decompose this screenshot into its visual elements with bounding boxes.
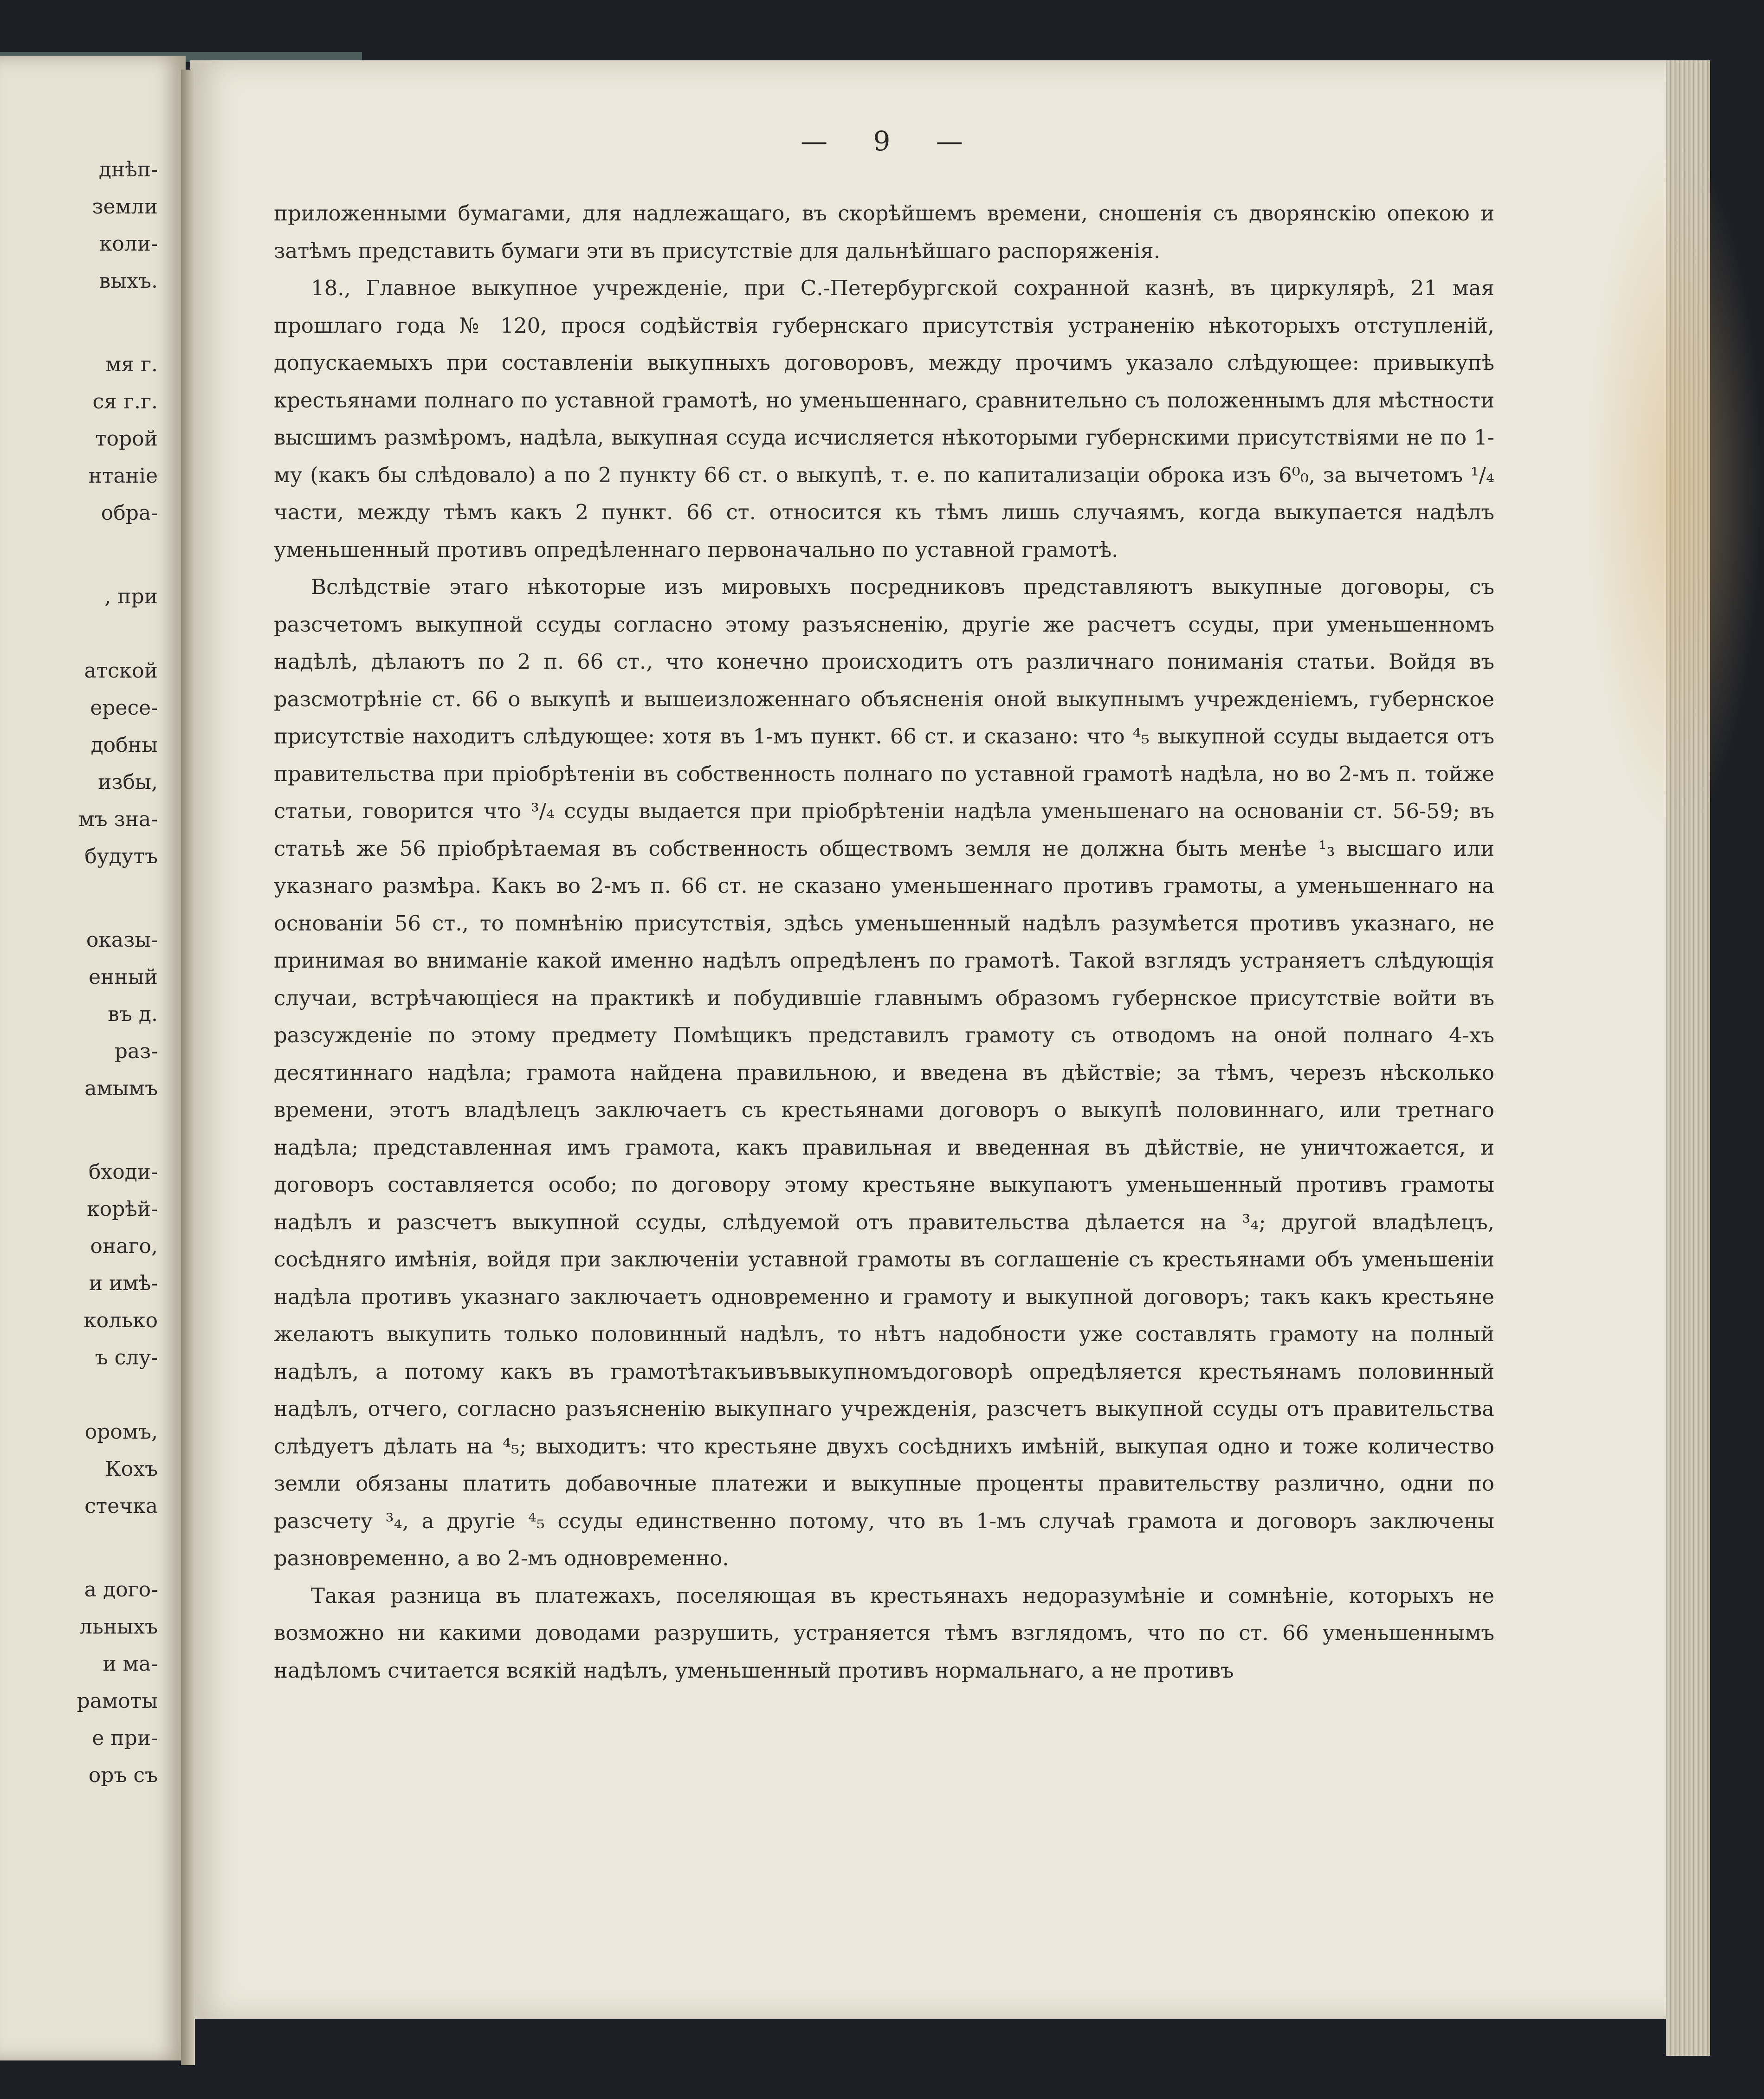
left-page-fragment: амымъ	[84, 1077, 158, 1100]
left-page-fragment: раз-	[114, 1040, 158, 1063]
left-page-fragment: колько	[84, 1309, 158, 1332]
left-page-fragment: земли	[92, 195, 158, 219]
left-page-fragment: мя г.	[105, 353, 158, 376]
left-page-fragment: будутъ	[84, 845, 158, 868]
paper-stain	[1587, 139, 1764, 835]
left-page-fragment: бходи-	[88, 1160, 158, 1184]
left-page-fragment: , при	[104, 585, 158, 608]
left-page-fragment: коли-	[99, 232, 158, 256]
left-page-fragment: а дого-	[84, 1578, 158, 1602]
left-page-fragment: атской	[84, 659, 158, 683]
left-page-fragment: стечка	[84, 1494, 158, 1518]
left-page-fragment: нтаніе	[88, 464, 158, 488]
left-page-fragment: избы,	[98, 770, 158, 794]
left-page-fragment: льныхъ	[79, 1615, 158, 1639]
left-page-fragment: оръ съ	[88, 1763, 158, 1787]
paragraph-difference: Такая разница въ платежахъ, поселяющая въ крестьянахъ недоразумѣніе и сомнѣніе, которыхъ не возможно ни какими доводами разрушить, устраняется тѣмъ взглядомъ, что по ст. 66 уменьшеннымъ надѣломъ считается всякій надѣлъ, уменьшенный противъ нормальнаго, а не противъ	[274, 1583, 1494, 1683]
left-page-fragment: ся г.г.	[92, 390, 158, 413]
left-page-fragment: и имѣ-	[89, 1272, 158, 1295]
left-page-fragment: енный	[88, 965, 158, 989]
left-page-fragment: Кохъ	[105, 1457, 158, 1481]
left-page-fragment: ъ слу-	[95, 1346, 158, 1369]
left-page-fragment: выхъ.	[99, 269, 158, 293]
left-page-fragment: мъ зна-	[78, 807, 158, 831]
paragraph-consequence: Вслѣдствіе этаго нѣкоторые изъ мировыхъ посредниковъ представляютъ выкупные договоры, съ разсчетомъ выкупной ссуды согласно этому разъясненію, другіе же расчетъ ссуды, при уменьшенномъ надѣлѣ, дѣлаютъ по 2 п. 66 ст., что конечно происходитъ отъ различнаго пониманія статьи. Войдя въ разсмотрѣніе ст. 66 о выкупѣ и вышеизложеннаго объясненія оной выкупнымъ учрежденіемъ, губернское присутствіе находитъ слѣдующее: хотя въ 1-мъ пункт. 66 ст. и сказано: что ⁴₅ выкупной ссуды выдается отъ правительства при пріобрѣтеніи въ собственность полнаго по уставной грамотѣ надѣла, но во 2-мъ п. тойже статьи, говорится что ³/₄ ссуды выдается при пріобрѣтеніи надѣла уменьшенаго на основаніи ст. 56-59; въ статьѣ же 56 пріобрѣтаемая въ собственность обществомъ земля не должна быть менѣе ¹₃ высшаго или указнаго размѣра. Какъ во 2-мъ п. 66 ст. не сказано уменьшеннаго противъ грамоты, а уменьшеннаго на основаніи 56 ст., то помнѣнію присутствія, здѣсь уменьшенный надѣлъ разумѣется противъ указнаго, не принимая во вниманіе какой именно надѣлъ опредѣленъ по грамотѣ. Такой взглядъ устраняетъ слѣдующія случаи, встрѣчающіеся на практикѣ и побудившіе главнымъ образомъ губернское присутствіе войти въ разсужденіе по этому предмету Помѣщикъ представилъ грамоту съ отводомъ на оной полнаго 4-хъ десятиннаго надѣла; грамота найдена правильною, и введена въ дѣйствіе; за тѣмъ, черезъ нѣсколько времени, этотъ владѣлецъ заключаетъ съ крестьянами договоръ о выкупѣ половиннаго, или третнаго надѣла; представленная имъ грамота, какъ правильная и введенная въ дѣйствіе, не уничтожается, и договоръ составляется особо; по договору этому крестьяне выкупаютъ уменьшенный противъ грамоты надѣлъ и разсчетъ выкупной ссуды, слѣдуемой отъ правительства дѣлается на ³₄; другой владѣлецъ, сосѣдняго имѣнія, войдя при заключеніи уставной грамоты въ соглашеніе съ крестьянами объ уменьшеніи надѣла противъ указнаго заключаетъ одновременно и грамоту и выкупной договоръ; такъ какъ крестьяне желаютъ выкупить только половинный надѣлъ, то нѣтъ надобности уже составлять грамоту на полный надѣлъ, а потому какъ въ грамотѣтакъивъвыкупномъдоговорѣ опредѣляется крестьянамъ половинный надѣлъ, отчего, согласно разъясненію выкупнаго учрежденія, разсчетъ выкупной ссуды отъ правительства слѣдуетъ дѣлать на ⁴₅; выходитъ: что крестьяне двухъ сосѣднихъ имѣній, выкупая одно и тоже количество земли обязаны платить добавочные платежи и выкупные проценты правительству различно, одни по разсчету ³₄, а другіе ⁴₅ ссуды единственно потому, что въ 1-мъ случаѣ грамота и договоръ заключены разновременно, а во 2-мъ одновременно.	[274, 575, 1494, 1570]
left-page-fragment: ересе-	[90, 696, 158, 720]
page-body	[274, 195, 1494, 1689]
left-page-fragment: оказы-	[86, 928, 158, 952]
paragraph-18: 18., Главное выкупное учрежденіе, при С.-Петербургской сохранной казнѣ, въ циркулярѣ, 21 мая прошлаго года № 120, прося содѣйствія губернскаго присутствія устраненію нѣкоторыхъ отступленій, допускаемыхъ при составленіи выкупныхъ договоровъ, между прочимъ указало слѣдующее: привыкупѣ крестьянами полнаго по уставной грамотѣ, но уменьшеннаго, сравнительно съ положеннымъ для мѣстности высшимъ размѣромъ, надѣла, выкупная ссуда исчисляется нѣкоторыми губернскими присутствіями не по 1-му (какъ бы слѣдовало) а по 2 пункту 66 ст. о выкупѣ, т. е. по капитализаціи оброка изъ 6⁰₀, за вычетомъ ¹/₄ части, между тѣмъ какъ 2 пункт. 66 ст. относится къ тѣмъ лишь случаямъ, когда выкупается надѣлъ уменьшенный противъ опредѣленнаго первоначально по уставной грамотѣ.	[274, 276, 1494, 562]
left-page-fragment: е при-	[92, 1726, 158, 1750]
left-page-fragment: обра-	[101, 501, 158, 525]
left-page-fragment: торой	[95, 427, 158, 451]
left-page-fragment: онаго,	[90, 1234, 158, 1258]
left-page-fragment: оромъ,	[84, 1420, 158, 1444]
left-page-fragment: корѣй-	[87, 1197, 158, 1221]
left-page-fragment: рамоты	[77, 1689, 158, 1713]
page-number: — 9 —	[801, 125, 982, 157]
left-page-fragment: добны	[90, 733, 158, 757]
book-gutter	[181, 70, 195, 2065]
left-page-fragment: и ма-	[103, 1652, 158, 1676]
paragraph-continued: приложенными бумагами, для надлежащаго, въ скорѣйшемъ времени, сношенія съ дворянскію опекою и затѣмъ представить бумаги эти въ присутствіе для дальнѣйшаго распоряженія.	[274, 201, 1494, 263]
left-page	[0, 56, 186, 2060]
left-page-fragment: днѣп-	[98, 158, 158, 181]
left-page-fragment: въ д.	[108, 1002, 158, 1026]
